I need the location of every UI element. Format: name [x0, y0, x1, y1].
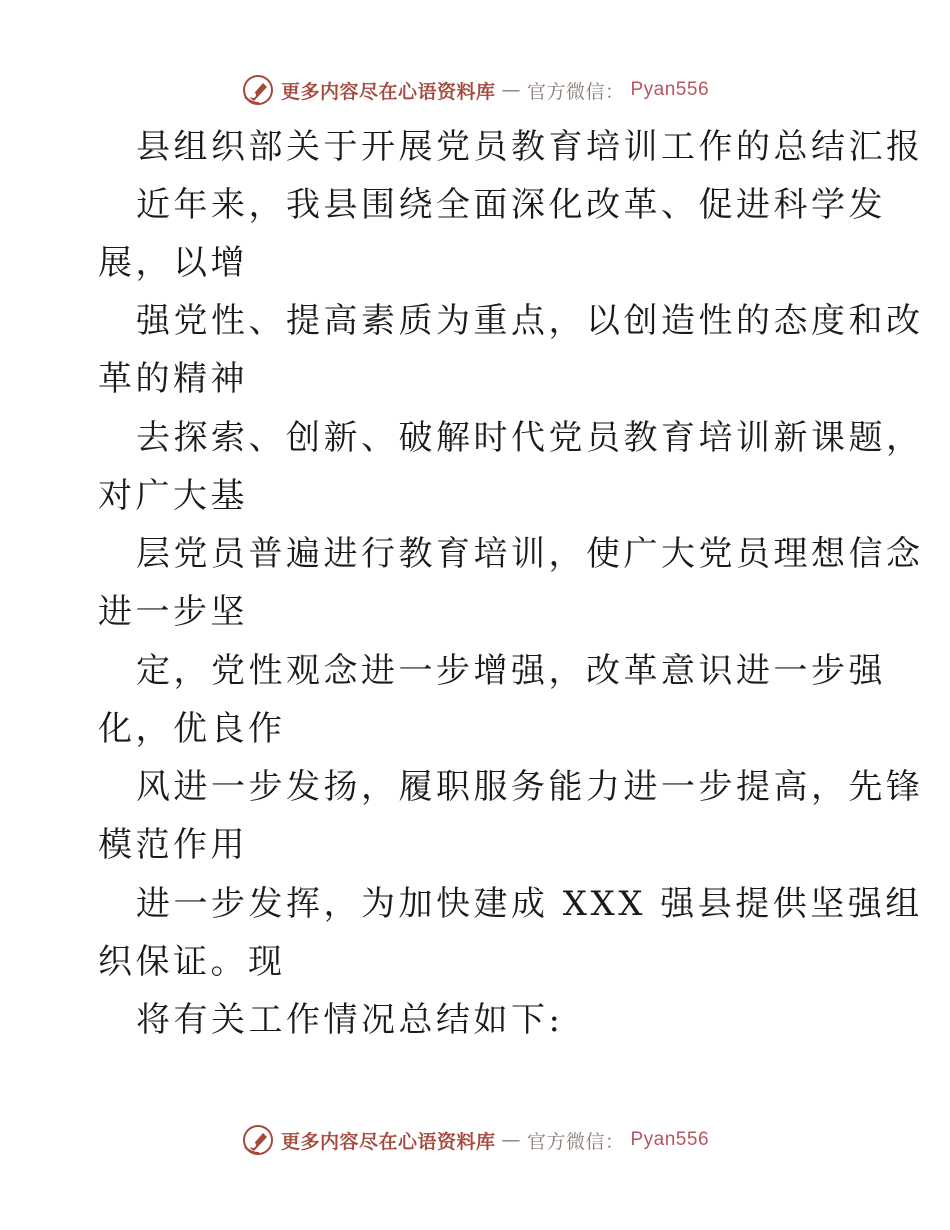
- body-line: 化，优良作: [98, 709, 286, 749]
- body-line: 模范作用: [98, 825, 248, 865]
- body-line: 进一步发挥，为加快建成 XXX 强县提供坚强组: [136, 884, 923, 924]
- pen-nib-logo-icon: [241, 73, 275, 107]
- watermark-account-id: Pyan556: [630, 79, 710, 100]
- watermark-site-text: 更多内容尽在心语资料库: [280, 80, 496, 103]
- pen-nib-logo-icon: [241, 1123, 275, 1157]
- body-line: 展，以增: [98, 243, 248, 283]
- body-line: 将有关工作情况总结如下:: [136, 1000, 564, 1040]
- body-line: 去探索、创新、破解时代党员教育培训新课题，: [136, 418, 924, 458]
- watermark-account-text: 官方微信：: [526, 1130, 625, 1153]
- watermark-account-text: 官方微信：: [526, 80, 625, 103]
- body-line: 对广大基: [98, 476, 248, 516]
- body-line: 进一步坚: [98, 592, 248, 632]
- body-line: 风进一步发扬，履职服务能力进一步提高，先锋: [136, 767, 924, 807]
- body-line: 层党员普遍进行教育培训，使广大党员理想信念: [136, 534, 924, 574]
- watermark-footer: [0, 1120, 950, 1160]
- watermark-dash: —: [501, 79, 521, 101]
- body-line: 定，党性观念进一步增强，改革意识进一步强: [136, 651, 886, 691]
- body-line: 近年来，我县围绕全面深化改革、促进科学发: [136, 185, 886, 225]
- document-title: 县组织部关于开展党员教育培训工作的总结汇报: [136, 127, 924, 167]
- watermark-dash: —: [501, 1129, 521, 1151]
- watermark-site-text: 更多内容尽在心语资料库: [280, 1130, 496, 1153]
- watermark-header: [0, 70, 950, 110]
- body-line: 强党性、提高素质为重点，以创造性的态度和改: [136, 301, 924, 341]
- body-line: 革的精神: [98, 359, 248, 399]
- watermark-account-id: Pyan556: [630, 1129, 710, 1150]
- body-line: 织保证。现: [98, 942, 286, 982]
